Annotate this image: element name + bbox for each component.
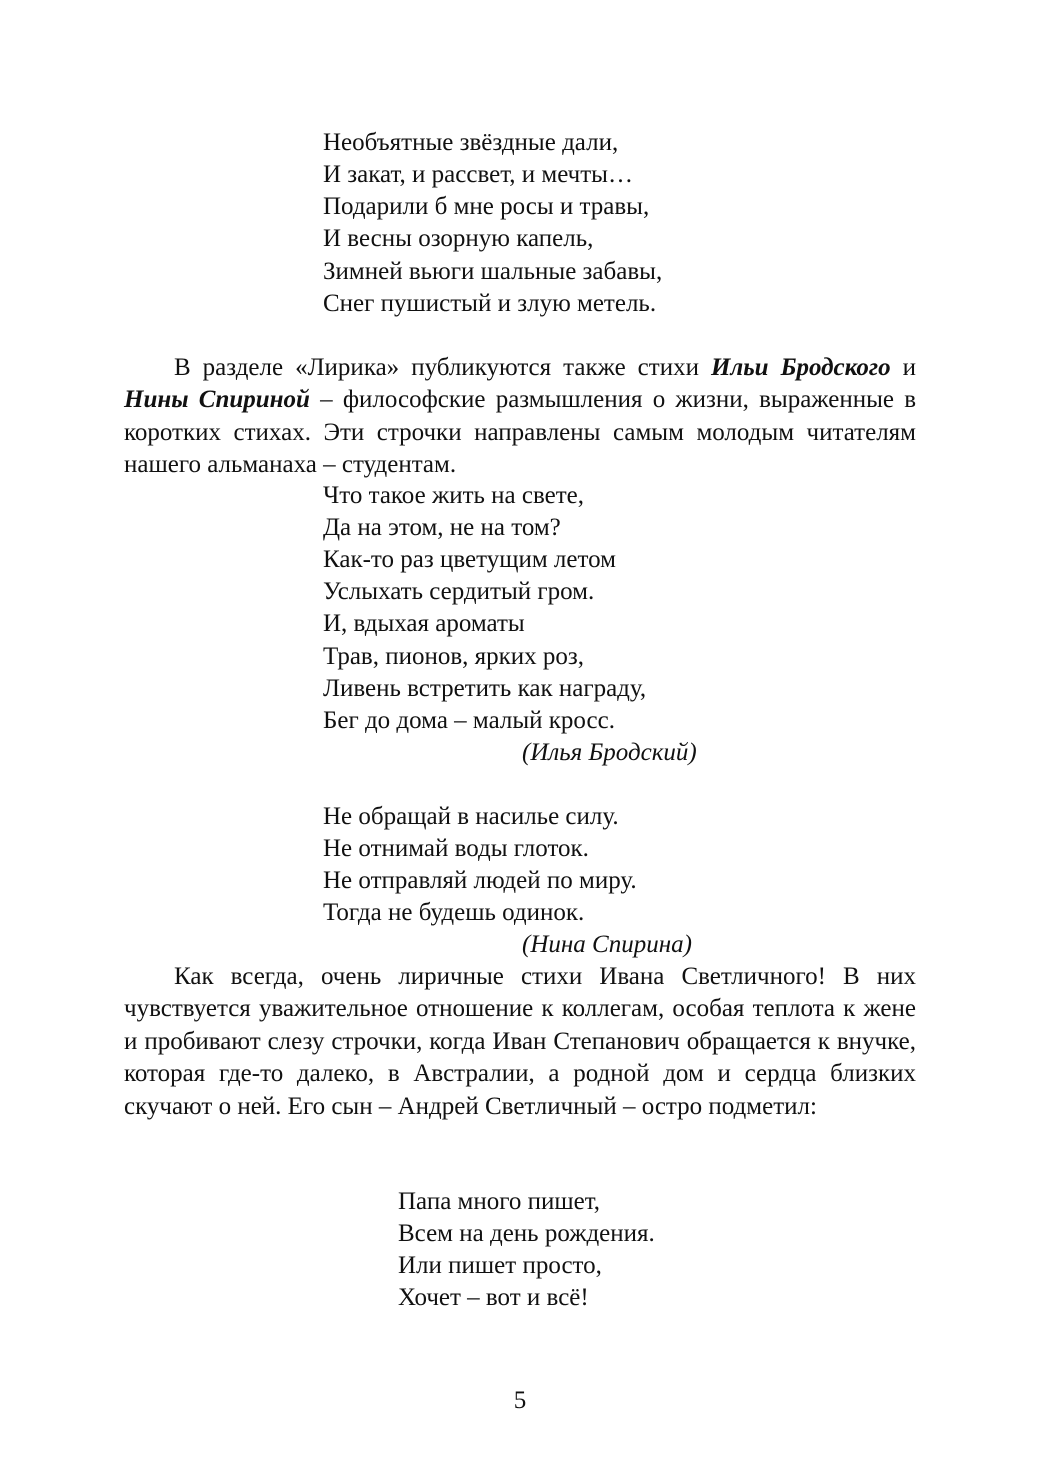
poem-attribution: (Илья Бродский) (522, 739, 697, 766)
poem-line: Как-то раз цветущим летом (323, 546, 616, 573)
poem-line: Не отнимай воды глоток. (323, 835, 589, 862)
poem-line: Или пишет просто, (398, 1252, 602, 1279)
author-name-brodsky: Ильи Бродского (710, 354, 891, 381)
poem-line: Не обращай в насилье силу. (323, 803, 619, 830)
poem-line: Услыхать сердитый гром. (323, 578, 595, 605)
poem-line: И весны озорную капель, (323, 225, 594, 252)
poem-line: Тогда не будешь одинок. (323, 899, 585, 926)
poem-line: Трав, пионов, ярких роз, (323, 643, 585, 670)
poem-line: Зимней вьюги шальные забавы, (323, 258, 663, 285)
poem-line: Да на этом, не на том? (323, 514, 561, 541)
poem-line: Подарили б мне росы и травы, (323, 193, 650, 220)
poem-line: Хочет – вот и всё! (398, 1284, 589, 1311)
poem-line: Снег пушистый и злую метель. (323, 290, 657, 317)
paragraph-text: В разделе «Лирика» публикуются также стихи (174, 354, 711, 381)
paragraph-text: и (890, 354, 916, 381)
poem-line: Ливень встретить как награду, (323, 675, 647, 702)
poem-line: Не отправляй людей по миру. (323, 867, 637, 894)
poem-line: Бег до дома – малый кросс. (323, 707, 615, 734)
poem-attribution: (Нина Спирина) (522, 931, 692, 958)
poem-line: Необъятные звёздные дали, (323, 129, 619, 156)
paragraph-lyrics-intro (124, 352, 916, 482)
poem-line: Всем на день рождения. (398, 1220, 655, 1247)
paragraph-text: – философские размышления о жизни, выраженные в коротких стихах. Эти строчки направлены самым молодым читателям нашего альманаха – студентам. (124, 386, 916, 479)
poem-line: Папа много пишет, (398, 1188, 601, 1215)
poem-line: И закат, и рассвет, и мечты… (323, 161, 633, 188)
page-number: 5 (513, 1387, 527, 1414)
poem-line: И, вдыхая ароматы (323, 610, 525, 637)
author-name-spirina: Нины Спириной (124, 386, 310, 414)
poem-line: Что такое жить на свете, (323, 482, 585, 509)
paragraph-svetlichny: Как всегда, очень лиричные стихи Ивана Светличного! В них чувствуется уважительное отношение к коллегам, особая теплота к жене и пробивают слезу строчки, когда Иван Степанович обращается к внучке, которая где-то далеко, в Австралии, а родной дом и сердца близких скучают о ней. Его сын – Андрей Светличный – остро подметил: (124, 963, 916, 1120)
